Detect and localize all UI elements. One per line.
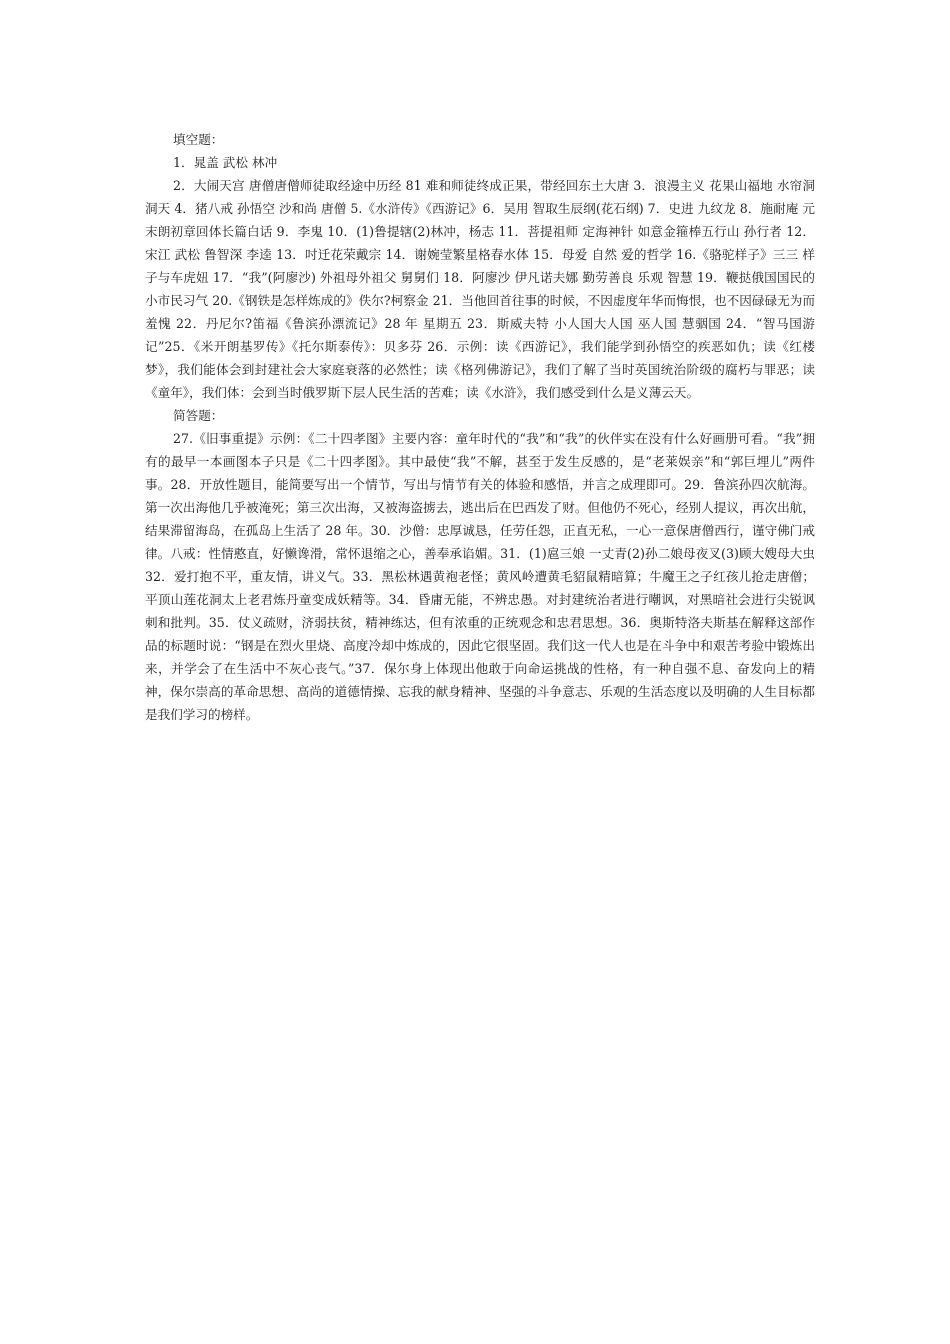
document-page xyxy=(145,128,815,726)
short-answer-paragraph: 27.《旧事重提》示例：《二十四孝图》主要内容：童年时代的“我”和“我”的伙伴实在没有什么好画册可看。“我”拥有的最早一本画图本子只是《二十四孝图》。其中最使“我”不解，甚至于发生反感的，是“老莱娱亲”和“郭巨埋儿”两件事。28．开放性题目，能简要写出一个情节，写出与情节有关的体验和感悟，并言之成理即可。29．鲁滨孙四次航海。第一次出海他几乎被淹死；第三次出海，又被海盗掳去，逃出后在巴西发了财。但他仍不死心，经别人提议，再次出航，结果滞留海岛，在孤岛上生活了 28 年。30．沙僧：忠厚诚恳，任劳任怨，正直无私，一心一意保唐僧西行，谨守佛门戒律。八戒：性情憨直，好懒谗滑，常怀退缩之心，善奉承谄媚。31．(1)扈三娘 一丈青(2)孙二娘母夜叉(3)顾大嫂母大虫 32．爱打抱不平，重友情，讲义气。33．黑松林遇黄袍老怪；黄风岭遭黄毛貂鼠精暗算；牛魔王之子红孩儿抢走唐僧；平顶山莲花洞太上老君炼丹童变成妖精等。34．昏庸无能，不辨忠愚。对封建统治者进行嘲讽，对黑暗社会进行尖锐讽刺和批判。35．仗义疏财，济弱扶贫，精神练达，但有浓重的正统观念和忠君思想。36．奥斯特洛夫斯基在解释这部作品的标题时说：“钢是在烈火里烧、高度冷却中炼成的，因此它很坚固。我们这一代人也是在斗争中和艰苦考验中锻炼出来，并学会了在生活中不灰心丧气。”37．保尔身上体现出他敢于向命运挑战的性格，有一种自强不息、奋发向上的精神，保尔崇高的革命思想、高尚的道德情操、忘我的献身精神、坚强的斗争意志、乐观的生活态度以及明确的人生目标都是我们学习的榜样。 xyxy=(145,431,815,722)
short-answer-heading: 简答题： xyxy=(173,408,224,423)
fill-in-answers-paragraph: 2．大闹天宫 唐僧唐僧师徒取经途中历经 81 难和师徒终成正果，带经回东土大唐 3．浪漫主义 花果山福地 水帘洞洞天 4．猪八戒 孙悟空 沙和尚 唐僧 5.《水浒传》《西游记》6．吴用 智取生辰纲(花石纲) 7．史进 九纹龙 8．施耐庵 元末朗初章回体长篇白话 9．李鬼 10．(1)鲁提辖(2)林冲，杨志 11．菩提祖师 定海神针 如意金箍棒五行山 孙行者 12．宋江 武松 鲁智深 李逵 13．吋迁花荣戴宗 14．谢婉莹繁星格春水体 15．母爱 自然 爱的哲学 16.《骆驼样子》三三 样子与车虎妞 17．“我”(阿廖沙) 外祖母外祖父 舅舅们 18．阿廖沙 伊凡诺夫娜 勤劳善良 乐观 智慧 19．鞭挞俄国国民的小市民习气 20.《钢铁是怎样炼成的》佚尔?柯察金 21．当他回首往事的时候，不因虚度年华而悔恨，也不因碌碌无为而羞愧 22．丹尼尔?笛福《鲁滨孙漂流记》28 年 星期五 23．斯威夫特 小人国大人国 巫人国 慧骃国 24．“智马国游记”25．《米开朗基罗传》《托尔斯泰传》：贝多芬 26．示例：读《西游记》，我们能学到孙悟空的疾恶如仇；读《红楼梦》，我们能体会到封建社会大家庭衰落的必然性；读《格列佛游记》，我们了解了当时英国统治阶级的腐朽与罪恶；读《童年》，我们体：会到当时俄罗斯下层人民生活的苦难；读《水浒》，我们感受到什么是义薄云天。 xyxy=(145,178,815,400)
fill-in-item-1: 1．晁盖 武松 林冲 xyxy=(173,155,278,170)
fill-in-heading: 填空题： xyxy=(173,132,224,147)
